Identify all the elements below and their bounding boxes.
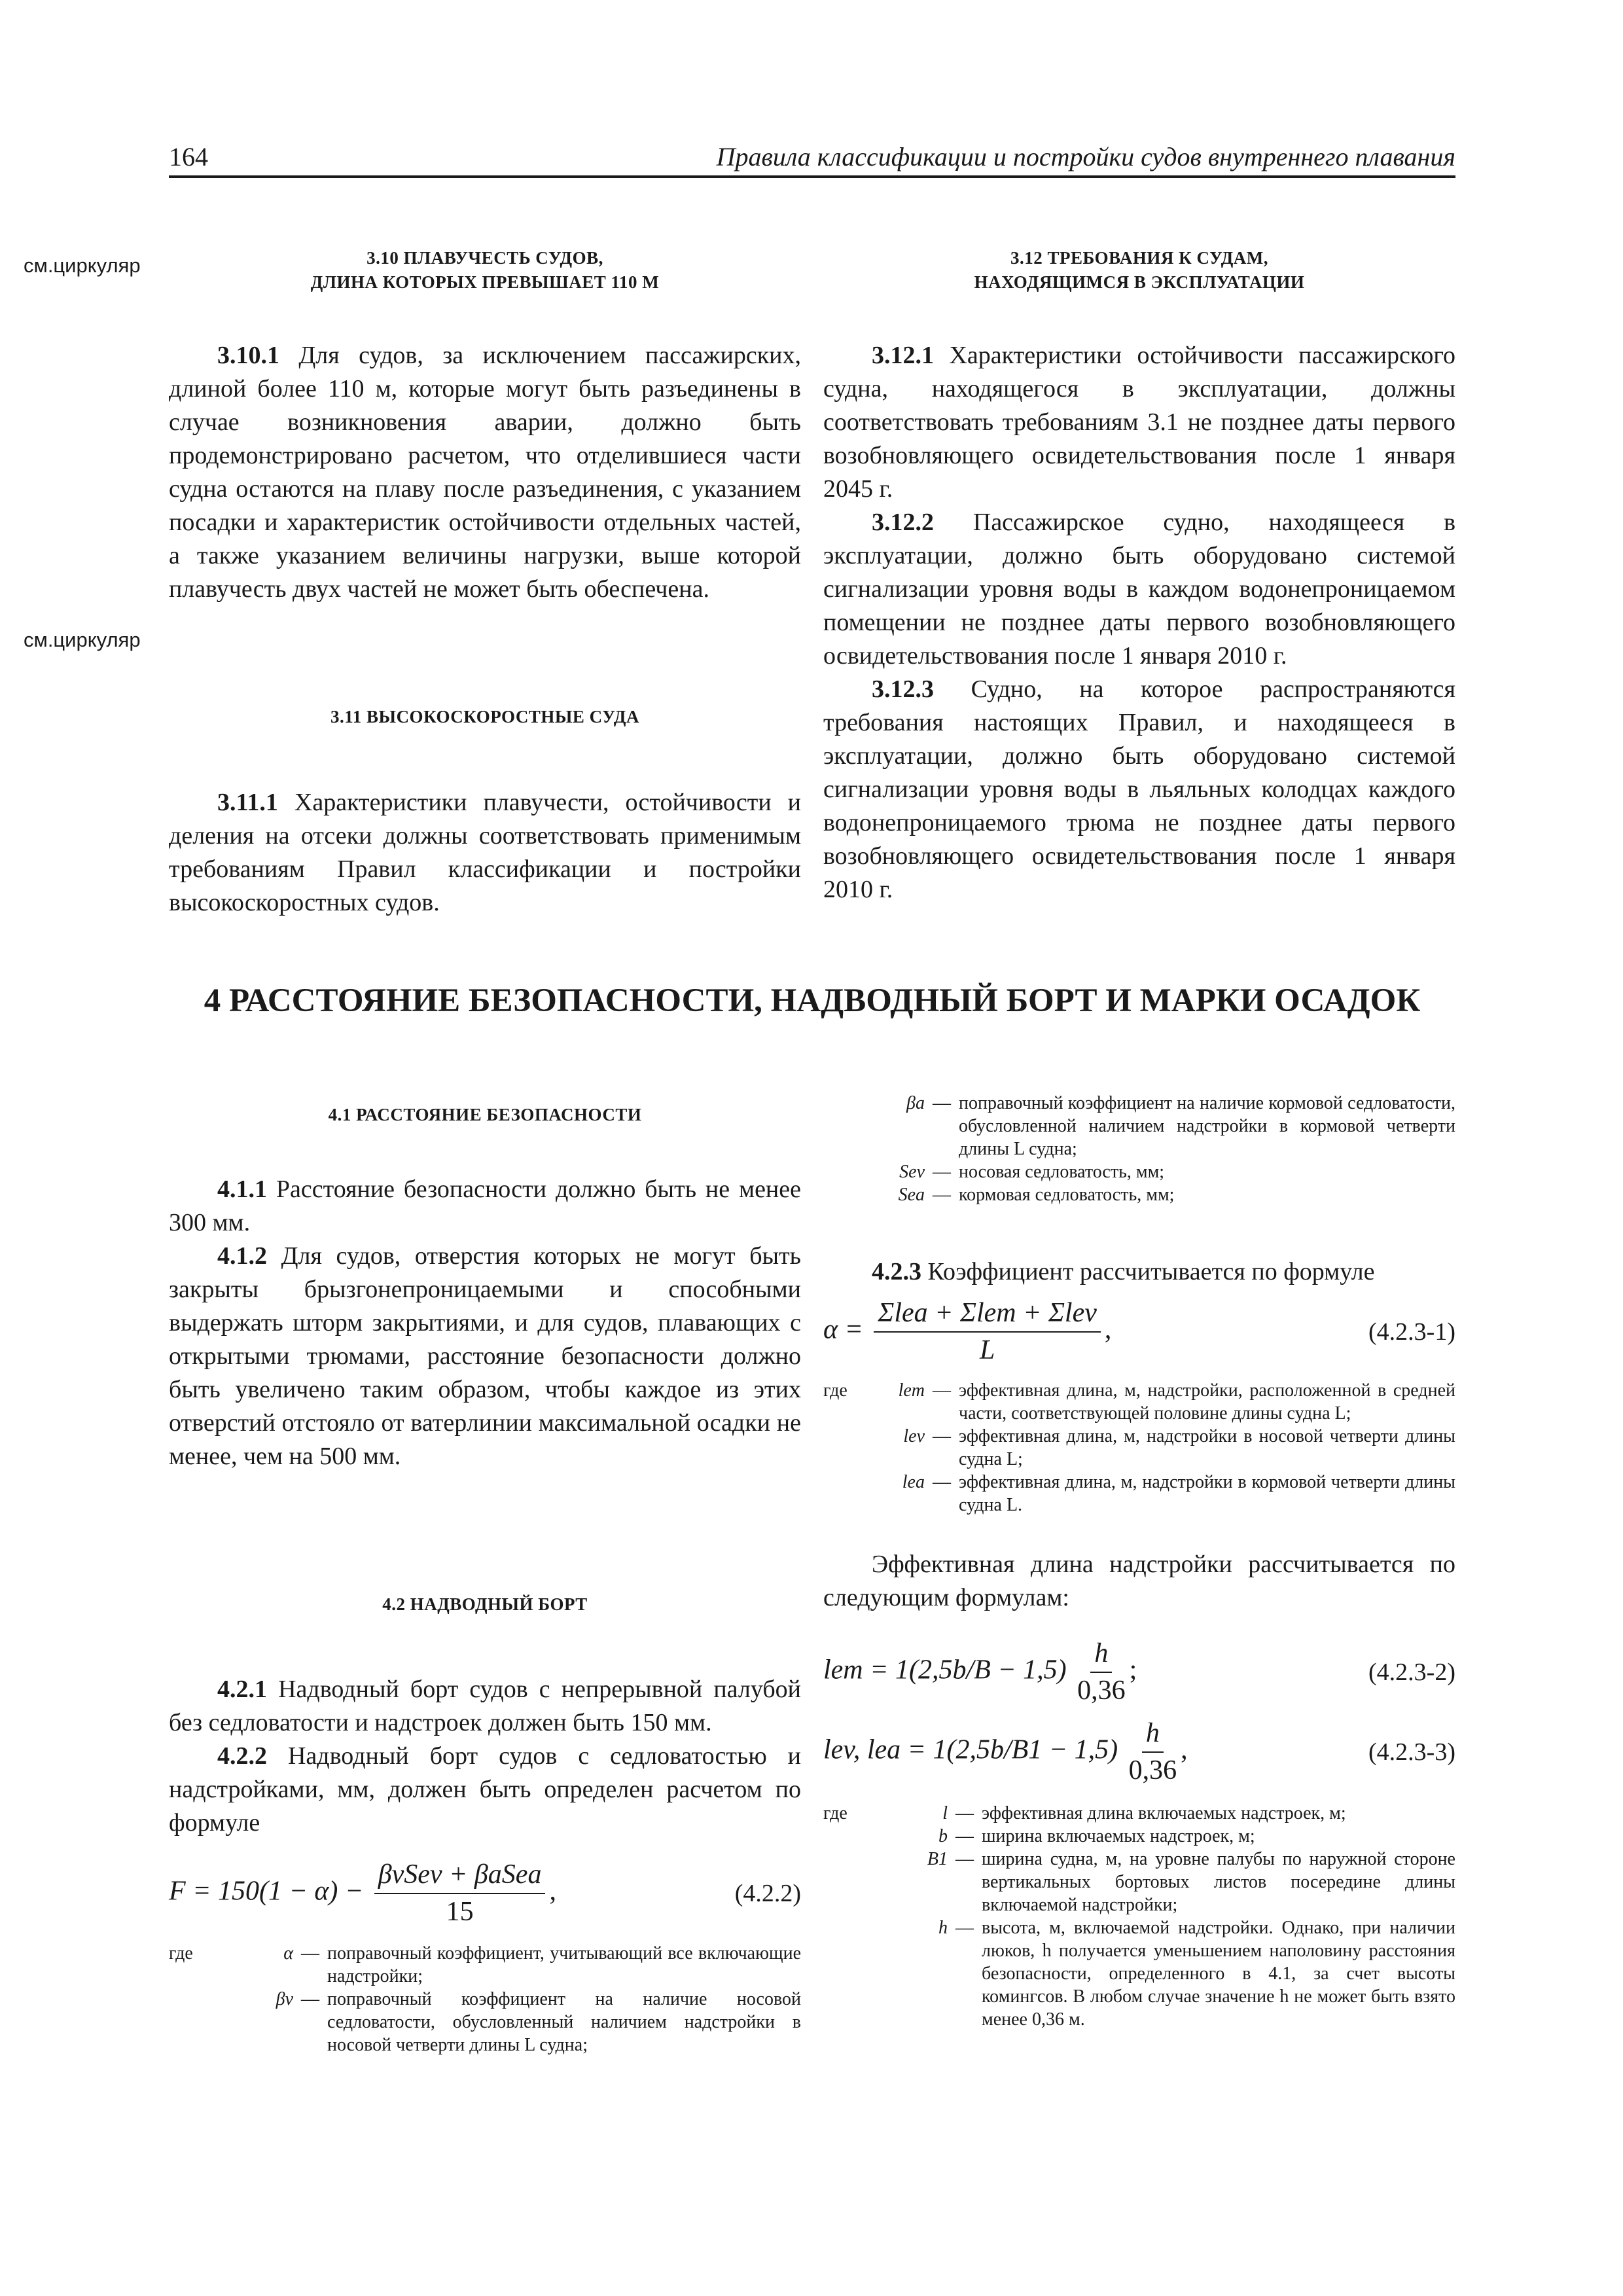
- glossary-item: h — высота, м, включаемой надстройки. Однако, при наличии люков, h получается уменьшением наполовину расстояния безопасности, определенного в 4.1, за счет высоты комингсов. В любом случае значение h не может быть взято менее 0,36 м.: [938, 1918, 1455, 2030]
- formula-number: (4.2.2): [734, 1879, 801, 1907]
- paragraph-3-12-1: 3.12.1 Характеристики остойчивости пассажирского судна, находящегося в эксплуатации, должны соответствовать требованиям 3.1 не позднее даты первого возобновляющего освидетельствования после 1 января 2045 г.: [823, 342, 1455, 503]
- glossary-item: где l — эффективная длина включаемых надстроек, м;: [823, 1803, 1346, 1823]
- glossary-item: lev — эффективная длина, м, надстройки в носовой четверти длины судна L;: [903, 1426, 1455, 1469]
- formula-4-2-2: F = 150(1 − α) − $\frac{\text{βvSev + βaSea}}{15}$ , (4.2.2): [169, 1858, 801, 1929]
- glossary-item: где α — поправочный коэффициент, учитывающий все включающие надстройки;: [169, 1943, 801, 1986]
- formula-4-2-3-2: lem = 1(2,5b/B − 1,5) $\frac{h}{0,36}$ ; (4.2.3-2): [823, 1637, 1455, 1708]
- paragraph-3-11-1: 3.11.1 Характеристики плавучести, остойчивости и деления на отсеки должны соответствовать применимым требованиям Правил классификации и постройки высокоскоростных судов.: [169, 789, 801, 916]
- paragraph-4-1-1: 4.1.1 Расстояние безопасности должно быть не менее 300 мм.: [169, 1175, 801, 1236]
- fraction: $\frac{h}{0,36}$: [1128, 1718, 1177, 1785]
- glossary-item: Sev — носовая седловатость, мм;: [899, 1162, 1165, 1182]
- section-3-12: [823, 246, 1455, 906]
- section-title-3-10: 3.10 ПЛАВУЧЕСТЬ СУДОВ, ДЛИНА КОТОРЫХ ПРЕВЫШАЕТ 110 М: [310, 248, 660, 292]
- section-3-11: [169, 705, 801, 920]
- section-title-3-12: 3.12 ТРЕБОВАНИЯ К СУДАМ, НАХОДЯЩИМСЯ В ЭКСПЛУАТАЦИИ: [974, 248, 1305, 292]
- glossary-item: lea — эффективная длина, м, надстройки в кормовой четверти длины судна L.: [902, 1472, 1455, 1515]
- section-4-2: [169, 1592, 801, 2056]
- header-rule: [169, 175, 1455, 178]
- paragraph-4-2-2: 4.2.2 Надводный борт судов с седловатостью и надстройками, мм, должен быть определен расчетом по формуле: [169, 1742, 802, 1837]
- formula-number: (4.2.3-2): [1368, 1658, 1455, 1686]
- glossary-block-1: [169, 1942, 801, 2056]
- formula-number: (4.2.3-1): [1368, 1318, 1455, 1346]
- paragraph-4-1-2: 4.1.2 Для судов, отверстия которых не могут быть закрыты брызгонепроницаемыми и способными выдержать шторм закрытиями, и для судов, плавающих с открытыми трюмами, расстояние безопасности должно быть увеличено таким образом, чтобы каждое из этих отверстий отстояло от ватерлинии максимальной осадки не менее, чем на 500 мм.: [169, 1242, 802, 1470]
- running-title: Правила классификации и постройки судов внутреннего плавания: [716, 142, 1455, 171]
- formula-4-2-3-1: α = $\frac{\text{Σlea + Σlem + Σlev}}{L}$ , (4.2.3-1): [823, 1297, 1455, 1367]
- glossary-item: B1 — ширина судна, м, на уровне палубы по наружной стороне вертикальных бортовых листов посередине длины включаемой надстройки;: [927, 1849, 1455, 1915]
- section-title-4-1: 4.1 РАССТОЯНИЕ БЕЗОПАСНОСТИ: [328, 1105, 642, 1124]
- section-title-4-2: 4.2 НАДВОДНЫЙ БОРТ: [382, 1594, 588, 1614]
- paragraph-3-10-1: 3.10.1 Для судов, за исключением пассажирских, длиной более 110 м, которые могут быть разъединены в случае возникновения аварии, должно быть продемонстрировано расчетом, что отделившиеся части судна остаются на плаву после разъединения, с указанием посадки и характеристик остойчивости отдельных частей, а также указанием величины нагрузки, выше которой плавучесть двух частей не может быть обеспечена.: [169, 342, 802, 603]
- page-number: 164: [169, 142, 208, 171]
- formula-number: (4.2.3-3): [1368, 1738, 1455, 1766]
- section-title-3-11: 3.11 ВЫСОКОСКОРОСТНЫЕ СУДА: [330, 707, 639, 726]
- section-4-1: [169, 1103, 801, 1473]
- fraction: $\frac{\text{Σlea + Σlem + Σlev}}{L}$: [874, 1297, 1100, 1367]
- margin-note-circular: см.циркуляр: [24, 628, 141, 651]
- glossary-item: где lem — эффективная длина, м, надстройки, расположенной в средней части, соответствующей половине длины судна L;: [823, 1380, 1455, 1424]
- section-3-10: [169, 246, 801, 606]
- section-4-2-3: [823, 1255, 1455, 2031]
- glossary-block-4: [823, 1802, 1455, 2031]
- paragraph-3-12-3: 3.12.3 Судно, на которое распространяются требования настоящих Правил, и находящееся в эксплуатации, должно быть оборудовано системой сигнализации уровня воды в льяльных колодцах каждого водонепроницаемого трюма не позднее даты первого возобновляющего освидетельствования после 1 января 2010 г.: [823, 675, 1456, 903]
- formula-4-2-3-3: lev, lea = 1(2,5b/B1 − 1,5) $\frac{h}{0,36}$ , (4.2.3-3): [823, 1717, 1455, 1787]
- paragraph-effective-length: Эффективная длина надстройки рассчитывается по следующим формулам:: [823, 1551, 1455, 1611]
- fraction: $\frac{h}{0,36}$: [1077, 1638, 1126, 1706]
- paragraph-4-2-3: 4.2.3 Коэффициент рассчитывается по формуле: [872, 1258, 1375, 1285]
- glossary-item: Sea — кормовая седловатость, мм;: [898, 1185, 1175, 1205]
- margin-note-circular: см.циркуляр: [24, 254, 141, 277]
- glossary-block-3: [823, 1379, 1455, 1516]
- fraction: $\frac{\text{βvSev + βaSea}}{15}$: [374, 1858, 546, 1929]
- glossary-item: βv — поправочный коэффициент на наличие носовой седловатости, обусловленный наличием надстройки в носовой четверти длины L судна;: [276, 1989, 801, 2055]
- paragraph-4-2-1: 4.2.1 Надводный борт судов с непрерывной палубой без седловатости и надстроек должен быть 150 мм.: [169, 1676, 801, 1736]
- paragraph-3-12-2: 3.12.2 Пассажирское судно, находящееся в эксплуатации, должно быть оборудовано системой сигнализации уровня воды в каждом водонепроницаемом помещении не позднее даты первого возобновляющего освидетельствования после 1 января 2010 г.: [823, 509, 1456, 670]
- chapter-title: 4 РАССТОЯНИЕ БЕЗОПАСНОСТИ, НАДВОДНЫЙ БОРТ И МАРКИ ОСАДОК: [204, 982, 1421, 1019]
- glossary-item: βa — поправочный коэффициент на наличие кормовой седловатости, обусловленной наличием надстройки в кормовой четверти длины L судна;: [906, 1093, 1455, 1159]
- glossary-item: b — ширина включаемых надстроек, м;: [938, 1826, 1255, 1846]
- glossary-block-2: [823, 1092, 1455, 1206]
